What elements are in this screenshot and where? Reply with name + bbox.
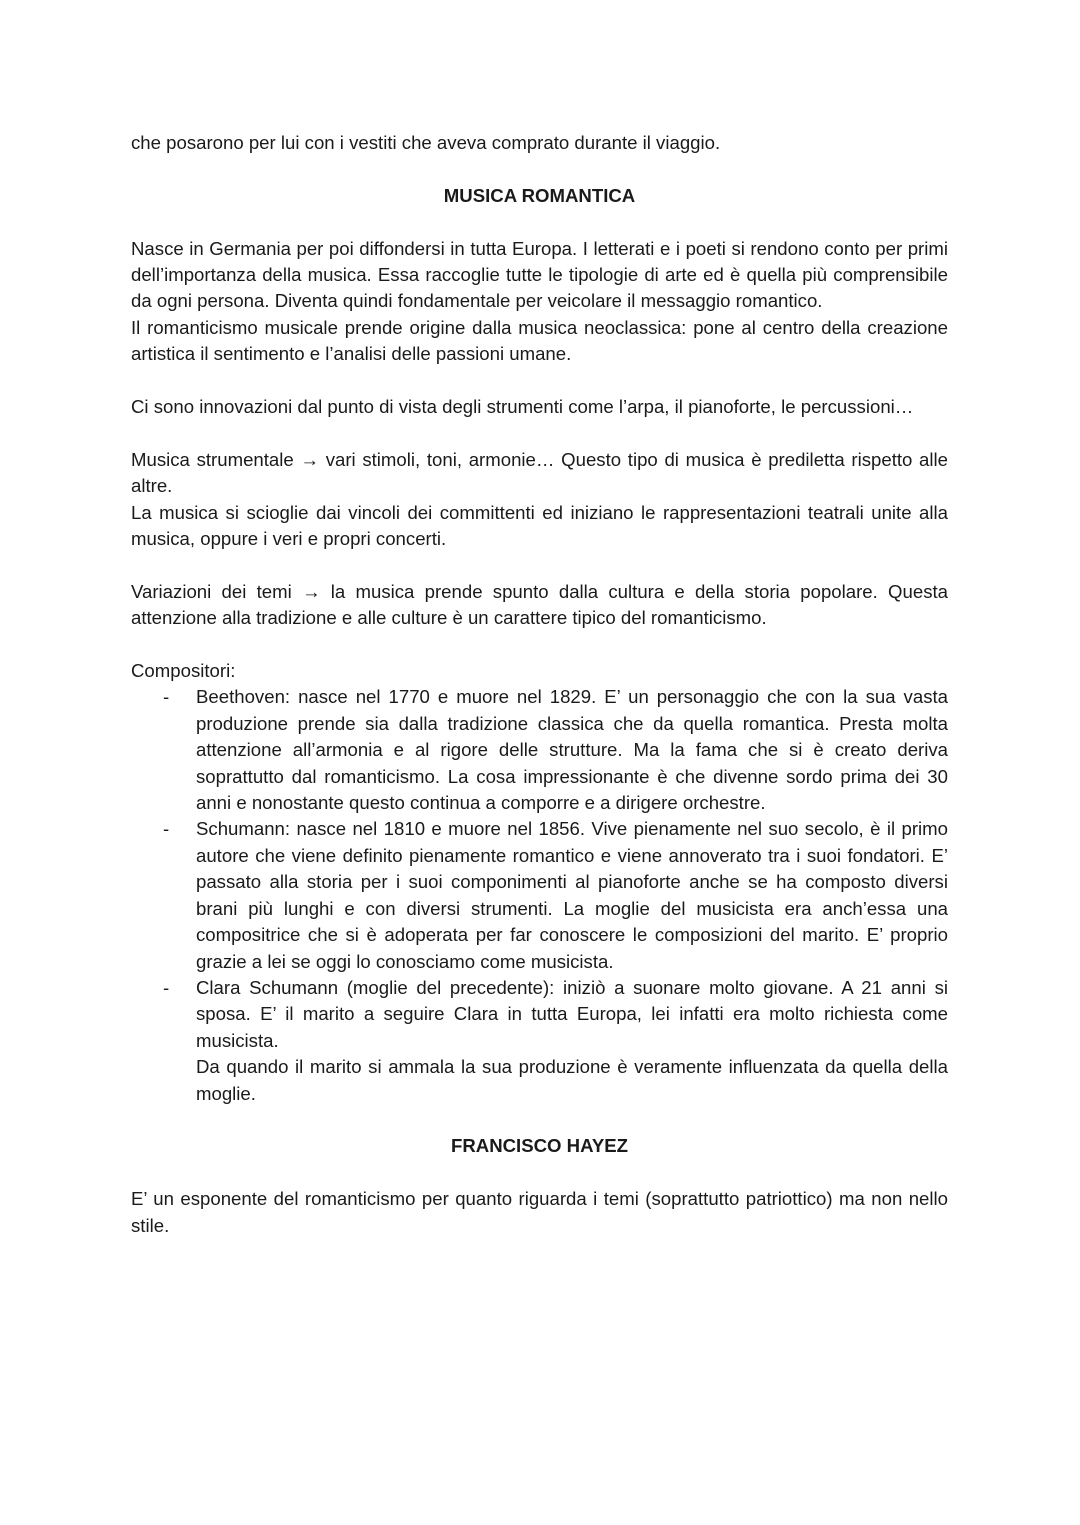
paragraph-committenti: La musica si scioglie dai vincoli dei committenti ed iniziano le rappresentazioni teatrali unite alla musica, oppure i veri e propri concerti. — [131, 501, 948, 550]
spacer — [131, 156, 948, 182]
spacer — [131, 632, 948, 658]
composer-text: Clara Schumann (moglie del precedente): iniziò a suonare molto giovane. A 21 anni si sposa. E’ il marito a seguire Clara in tutta Europa, lei infatti era molto richiesta come musicista. — [196, 976, 948, 1051]
list-bullet: - — [163, 686, 170, 708]
spacer — [131, 420, 948, 446]
composers-list — [131, 684, 948, 1107]
intro-line: che posarono per lui con i vestiti che aveva comprato durante il viaggio. — [131, 132, 721, 153]
list-item-schumann — [131, 816, 948, 974]
spacer — [131, 209, 948, 235]
paragraph-variazioni-temi: Variazioni dei temi → la musica prende spunto dalla cultura e della storia popolare. Questa attenzione alla tradizione e alle culture è un carattere tipico del romanticismo. — [131, 580, 948, 629]
paragraph-romanticismo-musicale: Il romanticismo musicale prende origine dalla musica neoclassica: pone al centro della creazione artistica il sentimento e l’analisi delle passioni umane. — [131, 316, 948, 365]
list-item-beethoven — [131, 684, 948, 816]
composer-text: Beethoven: nasce nel 1770 e muore nel 1829. E’ un personaggio che con la sua vasta produzione prende sia dalla tradizione classica che da quella romantica. Presta molta attenzione all’armonia e al rigore delle strutture. Ma la fama che si è creato deriva soprattutto dal romanticismo. La cosa impressionante è che divenne sordo prima dei 30 anni e nonostante questo continua a comporre e a dirigere orchestre. — [196, 686, 948, 814]
spacer — [131, 1160, 948, 1186]
paragraph-hayez: E’ un esponente del romanticismo per quanto riguarda i temi (soprattutto patriottico) ma non nello stile. — [131, 1188, 948, 1236]
paragraph-origins: Nasce in Germania per poi diffondersi in tutta Europa. I letterati e i poeti si rendono conto per primi dell’importanza della musica. Essa raccoglie tutte le tipologie di arte ed è quella più comprensibile da ogni persona. Diventa quindi fondamentale per veicolare il messaggio romantico. — [131, 237, 948, 312]
paragraph-innovazioni: Ci sono innovazioni dal punto di vista degli strumenti come l’arpa, il pianoforte, le percussioni… — [131, 396, 914, 418]
list-item-clara-schumann — [131, 975, 948, 1107]
section-title-musica-romantica: MUSICA ROMANTICA — [443, 184, 636, 206]
spacer — [131, 1107, 948, 1133]
section-title-francisco-hayez: FRANCISCO HAYEZ — [450, 1135, 628, 1157]
spacer — [131, 368, 948, 394]
paragraph-musica-strumentale: Musica strumentale → vari stimoli, toni, armonie… Questo tipo di musica è prediletta rispetto alle altre. — [131, 448, 948, 497]
composer-text: Schumann: nasce nel 1810 e muore nel 1856. Vive pienamente nel suo secolo, è il primo autore che viene definito pienamente romantico e viene annoverato tra i suoi fondatori. E’ passato alla storia per i suoi componimenti al pianoforte anche se ha composto diversi brani più lunghi e con diversi strumenti. La moglie del musicista era anch’essa una compositrice che si è adoperata per far conoscere le composizioni del marito. E’ proprio grazie a lei se oggi lo conosciamo come musicista. — [196, 818, 948, 972]
spacer — [131, 552, 948, 578]
composers-label: Compositori: — [131, 660, 236, 682]
composer-text-continued: Da quando il marito si ammala la sua produzione è veramente influenzata da quella della moglie. — [196, 1056, 948, 1104]
list-bullet: - — [163, 818, 170, 840]
list-bullet: - — [163, 976, 170, 998]
